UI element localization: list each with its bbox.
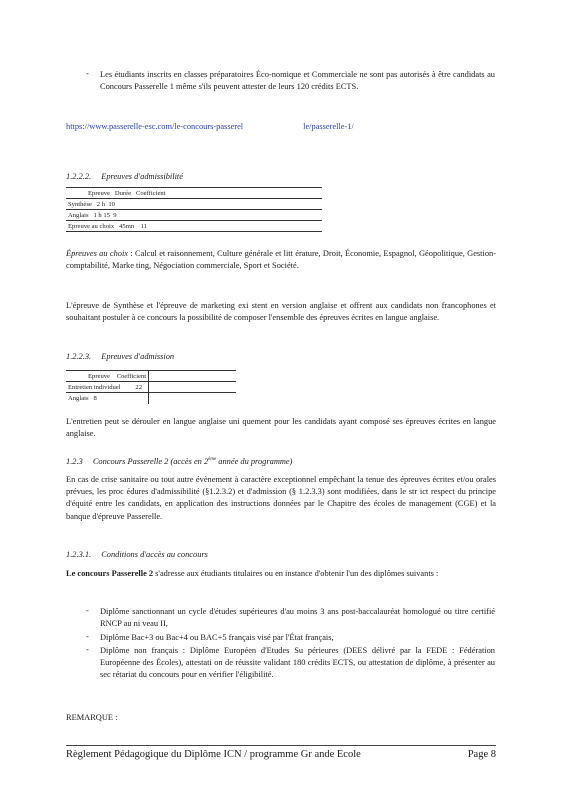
bullet-marker: - — [86, 606, 89, 615]
external-link[interactable] — [66, 122, 354, 131]
choix-lead: Épreuves au choix — [66, 249, 129, 258]
choix-paragraph — [66, 248, 496, 272]
bullet-marker: - — [86, 645, 89, 654]
bullet-item: Diplôme Bac+3 ou Bac+4 ou BAC+5 français visé par l'État français, — [100, 633, 334, 642]
cell: Entretien individuel — [68, 383, 121, 391]
table-row — [66, 393, 236, 404]
table-header-row — [66, 371, 236, 382]
concours2-bold: Le concours Passerelle 2 — [66, 569, 154, 578]
remarque-label: REMARQUE : — [66, 713, 118, 722]
section-title: Conditions d'accès au concours — [101, 550, 208, 559]
table-header-row — [66, 188, 322, 199]
cell: 11 — [140, 222, 148, 230]
table-admission — [66, 370, 236, 403]
cell: 2 h — [96, 200, 106, 208]
crise-paragraph: En cas de crise sanitaire ou tout autre évènement à caractère exceptionnel empêchant la tenue des épreuves écrites et/ou orales prévues, les proc édures d'admissibilité (§1.2.3.2) et d'admission (§ 1.2.3.3) sont modifiées, dans le str ict respect du principe d'équité entre les candidats, en application des instructions données par le Chapitre des écoles de management (CGE) et la banque d'épreuve Passerelle. — [66, 475, 496, 521]
section-number: 1.2.2.2. — [66, 172, 92, 181]
cell: 22 — [135, 383, 142, 391]
page-number: Page 8 — [467, 749, 496, 760]
section-number: 1.2.3.1. — [66, 550, 92, 559]
link-part-2[interactable]: le/passerelle-1/ — [303, 122, 354, 131]
cell: Synthèse — [68, 200, 92, 208]
section-number: 1.2.3 — [66, 457, 83, 466]
title-part: année du programme) — [216, 457, 293, 466]
bullet-marker: - — [86, 69, 89, 78]
col-coefficient: Coefficient — [135, 189, 166, 197]
section-heading-1231 — [66, 550, 208, 559]
synthese-paragraph: L'épreuve de Synthèse et l'épreuve de marketing exi stent en version anglaise et offrent aux candidats non francophones et souhaitant postuler à ce concours la possibilité de composer l'ensemble des épreuves écrites en langue anglaise. — [66, 301, 496, 322]
section-heading-1222 — [66, 172, 183, 181]
cell: 8 — [93, 394, 97, 402]
cell: 45mn — [119, 222, 135, 230]
cell: 1 h 15 — [93, 211, 110, 219]
link-part-1[interactable]: https://www.passerelle-esc.com/le-concours-passerel — [66, 122, 244, 131]
col-duree: Durée — [114, 189, 132, 197]
bullet-item: Diplôme sanctionnant un cycle d'études supérieures d'au moins 3 ans post-baccalauréat homologué ou titre certifié RNCP au ni veau II, — [100, 607, 495, 628]
title-part: Concours Passerelle 2 (accès en 2 — [92, 457, 209, 466]
section-title — [93, 457, 293, 466]
section-heading-123 — [66, 457, 292, 466]
cell: 9 — [113, 211, 117, 219]
choix-text: : Calcul et raisonnement, Culture générale et litt érature, Droit, Économie, Espagnol, Géopolitique, Gestion-comptabilité, Marke ting, Négociation commerciale, Sport et Société. — [66, 249, 496, 270]
concours2-paragraph — [66, 568, 496, 580]
col-coefficient: Coefficient — [116, 372, 147, 380]
table-row — [66, 199, 322, 210]
page-footer — [66, 745, 496, 760]
section-number: 1.2.2.3. — [66, 352, 92, 361]
table-row — [66, 221, 322, 232]
cell: Epreuve au choix — [68, 222, 115, 230]
cell: Anglais — [68, 211, 89, 219]
cell: Anglais — [68, 394, 89, 402]
section-title: Epreuves d'admissibilité — [101, 172, 183, 181]
bullet-marker: - — [86, 632, 89, 641]
table-row — [66, 210, 322, 221]
footer-title: Règlement Pédagogique du Diplôme ICN / programme Gr ande Ecole — [66, 749, 361, 760]
cell: 10 — [108, 200, 115, 208]
table-row — [66, 382, 236, 393]
col-epreuve: Epreuve — [88, 372, 110, 380]
title-sup: ème — [208, 457, 217, 463]
concours2-text: s'adresse aux étudiants titulaires ou en instance d'obtenir l'un des diplômes suivants : — [153, 569, 439, 578]
table-divider — [148, 371, 149, 404]
bullet-item: Diplôme non français : Diplôme Européen d'Etudes Su périeures (DEES délivré par la FEDE : Fédération Européenne des Écoles), attestati on de réussite validant 180 crédits ECTS, ou attestation de diplôme, à présenter au sec rétariat du concours pour en vérifier l'éligibilité. — [100, 646, 495, 679]
entretien-paragraph: L'entretien peut se dérouler en langue anglaise uni quement pour les candidats ayant composé ses épreuves écrites en langue anglaise. — [66, 417, 496, 438]
table-admissibilite — [66, 187, 322, 232]
section-title: Epreuves d'admission — [101, 352, 175, 361]
section-heading-1223 — [66, 352, 174, 361]
col-epreuve: Epreuve — [88, 189, 110, 197]
bullet-item: Les étudiants inscrits en classes préparatoires Éco-nomique et Commerciale ne sont pas autorisés à être candidats au Concours Passerelle 1 même s'ils peuvent attester de leurs 120 crédits ECTS. — [100, 70, 495, 91]
